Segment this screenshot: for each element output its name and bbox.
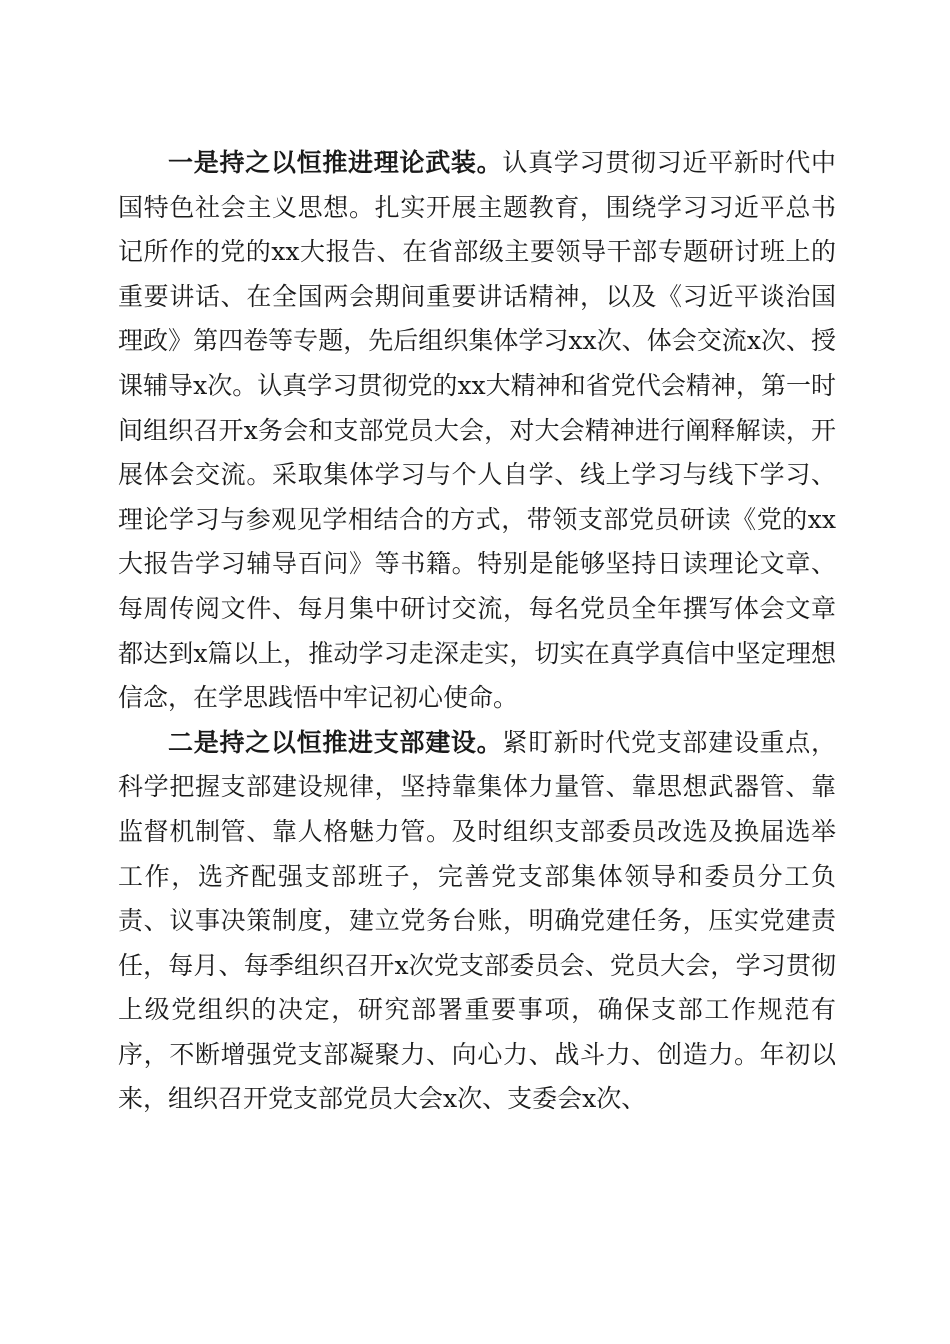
paragraph-2-text: 紧盯新时代党支部建设重点，科学把握支部建设规律，坚持靠集体力量管、靠思想武器管、靠监督机制管、靠人格魅力管。及时组织支部委员改选及换届选举工作，选齐配强支部班子，完善党支部集体领导和委员分工负责、议事决策制度，建立党务台账，明确党建任务，压实党建责任，每月、每季组织召开x次党支部委员会、党员大会，学习贯彻上级党组织的决定，研究部署重要事项，确保支部工作规范有序，不断增强党支部凝聚力、向心力、战斗力、创造力。年初以来，组织召开党支部党员大会x次、支委会x次、 xyxy=(118,727,836,1114)
paragraph-2-heading: 二是持之以恒推进支部建设。 xyxy=(168,727,503,757)
paragraph-1-heading: 一是持之以恒推进理论武装。 xyxy=(168,148,503,177)
paragraph-1-text: 认真学习贯彻习近平新时代中国特色社会主义思想。扎实开展主题教育，围绕学习习近平总书记所作的党的xx大报告、在省部级主要领导干部专题研讨班上的重要讲话、在全国两会期间重要讲话精神，以及《习近平谈治国理政》第四卷等专题，先后组织集体学习xx次、体会交流x次、授课辅导x次。认真学习贯彻党的xx大精神和省党代会精神，第一时间组织召开x务会和支部党员大会，对大会精神进行阐释解读，开展体会交流。采取集体学习与个人自学、线上学习与线下学习、理论学习与参观见学相结合的方式，带领支部党员研读《党的xx大报告学习辅导百问》等书籍。特别是能够坚持日读理论文章、每周传阅文件、每月集中研讨交流，每名党员全年撰写体会文章都达到x篇以上，推动学习走深走实，切实在真学真信中坚定理想信念，在学思践悟中牢记初心使命。 xyxy=(118,148,836,713)
paragraph-2 xyxy=(118,721,836,1122)
document-body xyxy=(118,141,836,1122)
paragraph-1 xyxy=(118,141,836,721)
